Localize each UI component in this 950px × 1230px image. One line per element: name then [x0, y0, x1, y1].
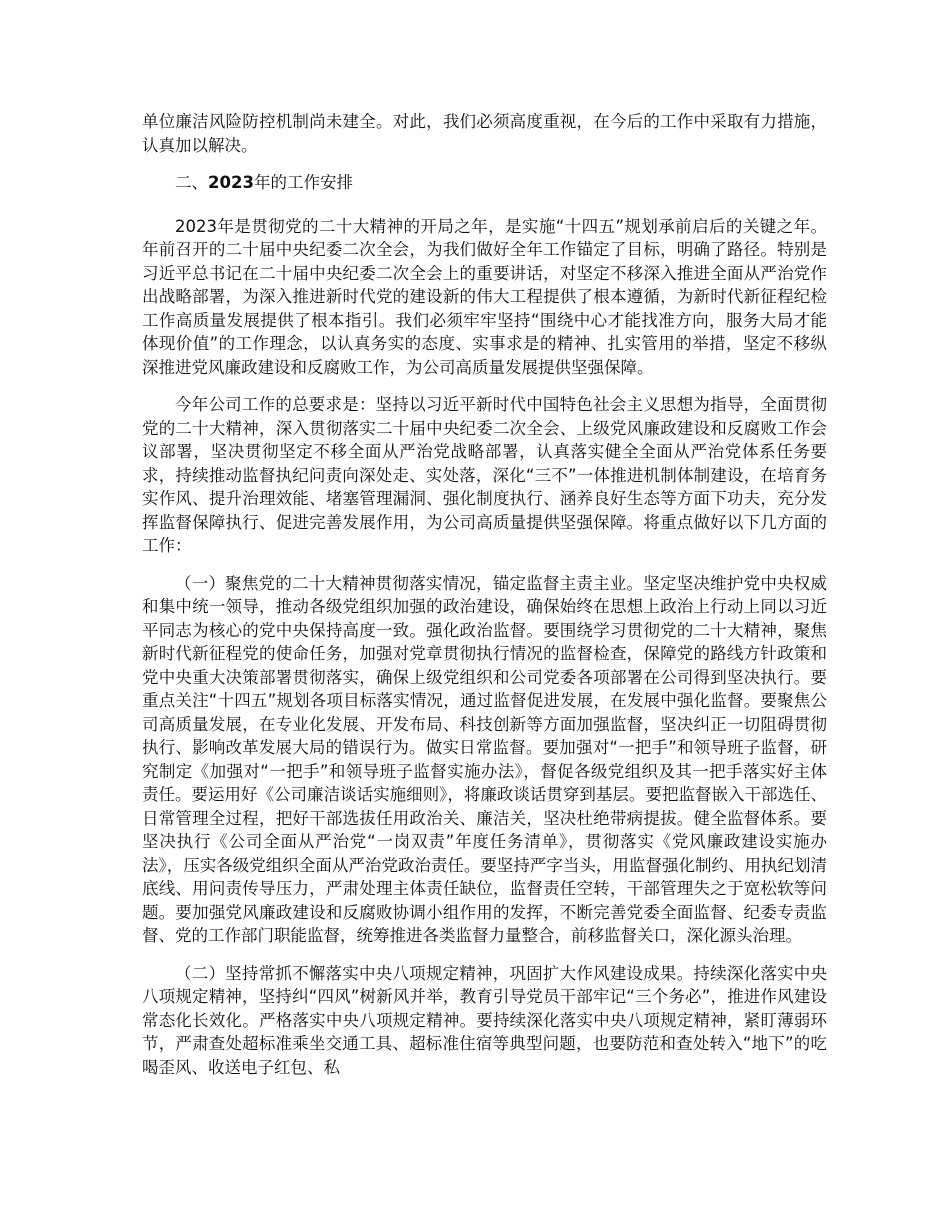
document-body	[142, 110, 827, 1093]
paragraph-continued: 单位廉洁风险防控机制尚未建全。对此，我们必须高度重视，在今后的工作中采取有力措施，认真加以解决。	[142, 112, 827, 155]
heading-year: 2023	[208, 173, 254, 192]
paragraph-4: （二）坚持常抓不懈落实中央八项规定精神，巩固扩大作风建设成果。持续深化落实中央八项规定精神，坚持纠“四风”树新风并举，教育引导党员干部牢记“三个务必”，推进作风建设常态化长效化。严格落实中央八项规定精神。要持续深化落实中央八项规定精神，紧盯薄弱环节，严肃查处超标准乘坐交通工具、超标准住宿等典型问题，也要防范和查处转入“地下”的吃喝歪风、收送电子红包、私	[142, 963, 827, 1077]
section-heading	[142, 171, 827, 195]
heading-prefix: 二、	[175, 173, 208, 192]
paragraph-3: （一）聚焦党的二十大精神贯彻落实情况，锚定监督主责主业。坚定坚决维护党中央权威和集中统一领导，推动各级党组织加强的政治建设，确保始终在思想上政治上行动上同以习近平同志为核心的党中央保持高度一致。强化政治监督。要围绕学习贯彻党的二十大精神，聚焦新时代新征程党的使命任务，加强对党章贯彻执行情况的监督检查，保障党的路线方针政策和党中央重大决策部署贯彻落实，确保上级党组织和公司党委各项部署在公司得到坚决执行。要重点关注“十四五”规划各项目标落实情况，通过监督促进发展，在发展中强化监督。要聚焦公司高质量发展，在专业化发展、开发布局、科技创新等方面加强监督，坚决纠正一切阻碍贯彻执行、影响改革发展大局的错误行为。做实日常监督。要加强对“一把手”和领导班子监督，研究制定《加强对“一把手”和领导班子监督实施办法》，督促各级党组织及其一把手落实好主体责任。要运用好《公司廉洁谈话实施细则》，将廉政谈话贯穿到基层。要把监督嵌入干部选任、日常管理全过程，把好干部选拔任用政治关、廉洁关，坚决杜绝带病提拔。健全监督体系。要坚决执行《公司全面从严治党“一岗双责”年度任务清单》，贯彻落实《党风廉政建设实施办法》，压实各级党组织全面从严治党政治责任。要坚持严字当头，用监督强化制约、用执纪划清底线、用问责传导压力，严肃处理主体责任缺位，监督责任空转，干部管理失之于宽松软等问题。要加强党风廉政建设和反腐败协调小组作用的发挥，不断完善党委全面监督、纪委专责监督、党的工作部门职能监督，统筹推进各类监督力量整合，前移监督关口，深化源头治理。	[142, 573, 827, 945]
paragraph-1: 2023年是贯彻党的二十大精神的开局之年，是实施“十四五”规划承前启后的关键之年。年前召开的二十届中央纪委二次全会，为我们做好全年工作锚定了目标，明确了路径。特别是习近平总书记在二十届中央纪委二次全会上的重要讲话，对坚定不移深入推进全面从严治党作出战略部署，为深入推进新时代党的建设新的伟大工程提供了根本遵循，为新时代新征程纪检工作高质量发展提供了根本指引。我们必须牢牢坚持“围绕中心才能找准方向，服务大局才能体现价值”的工作理念，以认真务实的态度、实事求是的精神、扎实管用的举措，坚定不移纵深推进党风廉政建设和反腐败工作，为公司高质量发展提供坚强保障。	[142, 216, 827, 377]
heading-suffix: 年的工作安排	[253, 173, 353, 192]
paragraph-2: 今年公司工作的总要求是：坚持以习近平新时代中国特色社会主义思想为指导，全面贯彻党的二十大精神，深入贯彻落实二十届中央纪委二次全会、上级党风廉政建设和反腐败工作会议部署，坚决贯彻坚定不移全面从严治党战略部署，认真落实健全全面从严治党体系任务要求，持续推动监督执纪问责向深处走、实处落，深化“三不”一体推进机制体制建设，在培育务实作风、提升治理效能、堵塞管理漏洞、强化制度执行、涵养良好生态等方面下功夫，充分发挥监督保障执行、促进完善发展作用，为公司高质量提供坚强保障。将重点做好以下几方面的工作：	[142, 395, 827, 555]
